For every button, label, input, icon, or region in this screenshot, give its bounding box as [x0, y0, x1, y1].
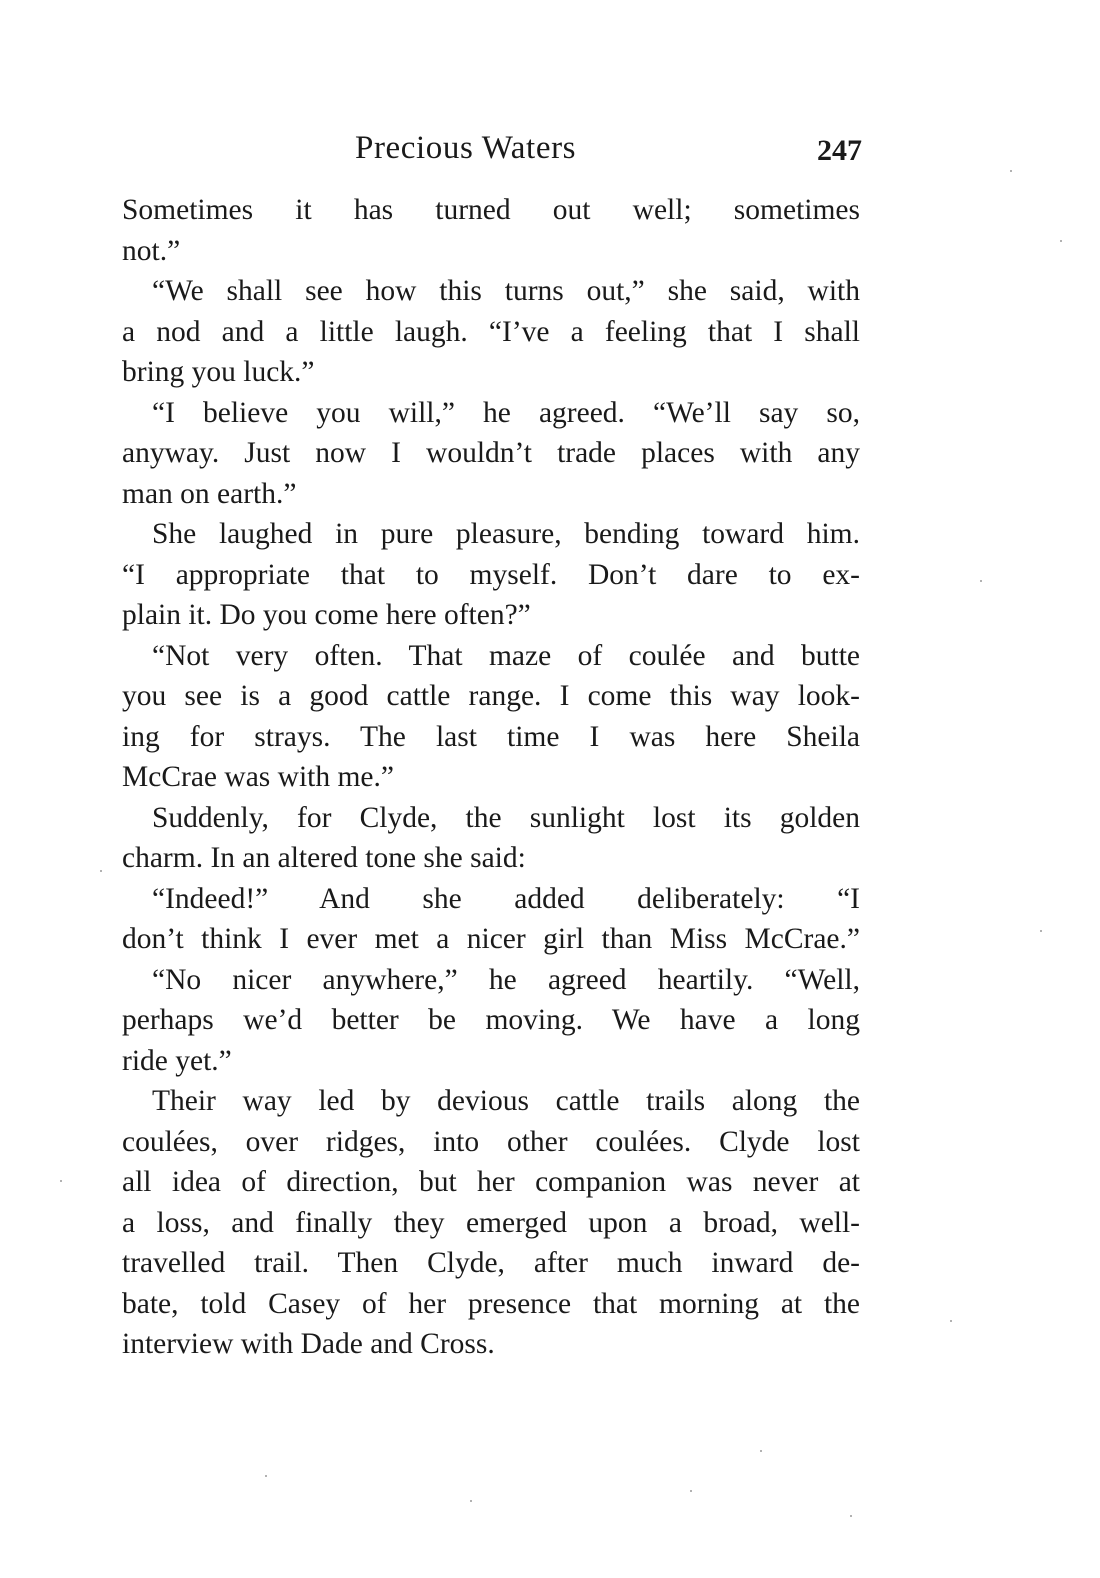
text-line: bring you luck.”	[122, 356, 315, 388]
scan-speck	[1060, 240, 1062, 242]
text-line: “No nicer anywhere,” he agreed heartily. “Well,	[152, 963, 860, 996]
text-line: travelled trail. Then Clyde, after much inward de-	[122, 1247, 860, 1279]
text-line: plain it. Do you come here often?”	[122, 599, 531, 631]
scan-speck	[690, 1490, 692, 1492]
text-line: interview with Dade and Cross.	[122, 1328, 495, 1360]
scan-speck	[60, 1180, 62, 1182]
text-line: not.”	[122, 234, 181, 267]
text-line: anyway. Just now I wouldn’t trade places with any	[122, 437, 860, 469]
text-line: ing for strays. The last time I was here Sheila	[122, 720, 860, 753]
text-line: “Not very often. That maze of coulée and butte	[152, 639, 860, 672]
text-line: ride yet.”	[122, 1044, 232, 1077]
text-line: “I believe you will,” he agreed. “We’ll say so,	[152, 396, 860, 429]
page-number: 247	[817, 134, 862, 167]
text-line: a loss, and finally they emerged upon a broad, well-	[122, 1206, 860, 1239]
text-line: all idea of direction, but her companion was never at	[122, 1166, 860, 1198]
text-line: don’t think I ever met a nicer girl than Miss McCrae.”	[122, 923, 860, 955]
scan-speck	[950, 1320, 952, 1322]
text-line: Sometimes it has turned out well; sometimes	[122, 194, 860, 226]
page-header	[120, 130, 860, 174]
text-line: man on earth.”	[122, 477, 297, 510]
text-line: charm. In an altered tone she said:	[122, 842, 526, 874]
text-line: perhaps we’d better be moving. We have a long	[122, 1004, 860, 1036]
scan-speck	[265, 1475, 267, 1477]
scan-speck	[980, 580, 982, 582]
scan-speck	[760, 1450, 762, 1452]
text-line: She laughed in pure pleasure, bending toward him.	[152, 518, 860, 550]
text-line: Suddenly, for Clyde, the sunlight lost its golden	[152, 801, 860, 834]
scan-speck	[1010, 170, 1012, 172]
text-line: McCrae was with me.”	[122, 761, 394, 793]
text-line: bate, told Casey of her presence that morning at the	[122, 1287, 860, 1320]
running-title: Precious Waters	[355, 130, 577, 166]
scan-speck	[100, 870, 102, 872]
text-line: you see is a good cattle range. I come this way look-	[122, 680, 860, 712]
text-line: “We shall see how this turns out,” she said, with	[152, 275, 860, 307]
text-line: “I appropriate that to myself. Don’t dare to ex-	[122, 558, 860, 591]
scan-speck	[1040, 930, 1042, 932]
text-line: “Indeed!” And she added deliberately: “I	[152, 882, 860, 915]
text-line: a nod and a little laugh. “I’ve a feeling that I shall	[122, 315, 860, 348]
scan-speck	[850, 1515, 852, 1517]
scan-speck	[470, 1500, 472, 1502]
text-line: coulées, over ridges, into other coulées. Clyde lost	[122, 1125, 860, 1158]
body-text	[122, 190, 860, 1365]
text-line: Their way led by devious cattle trails along the	[152, 1085, 860, 1117]
